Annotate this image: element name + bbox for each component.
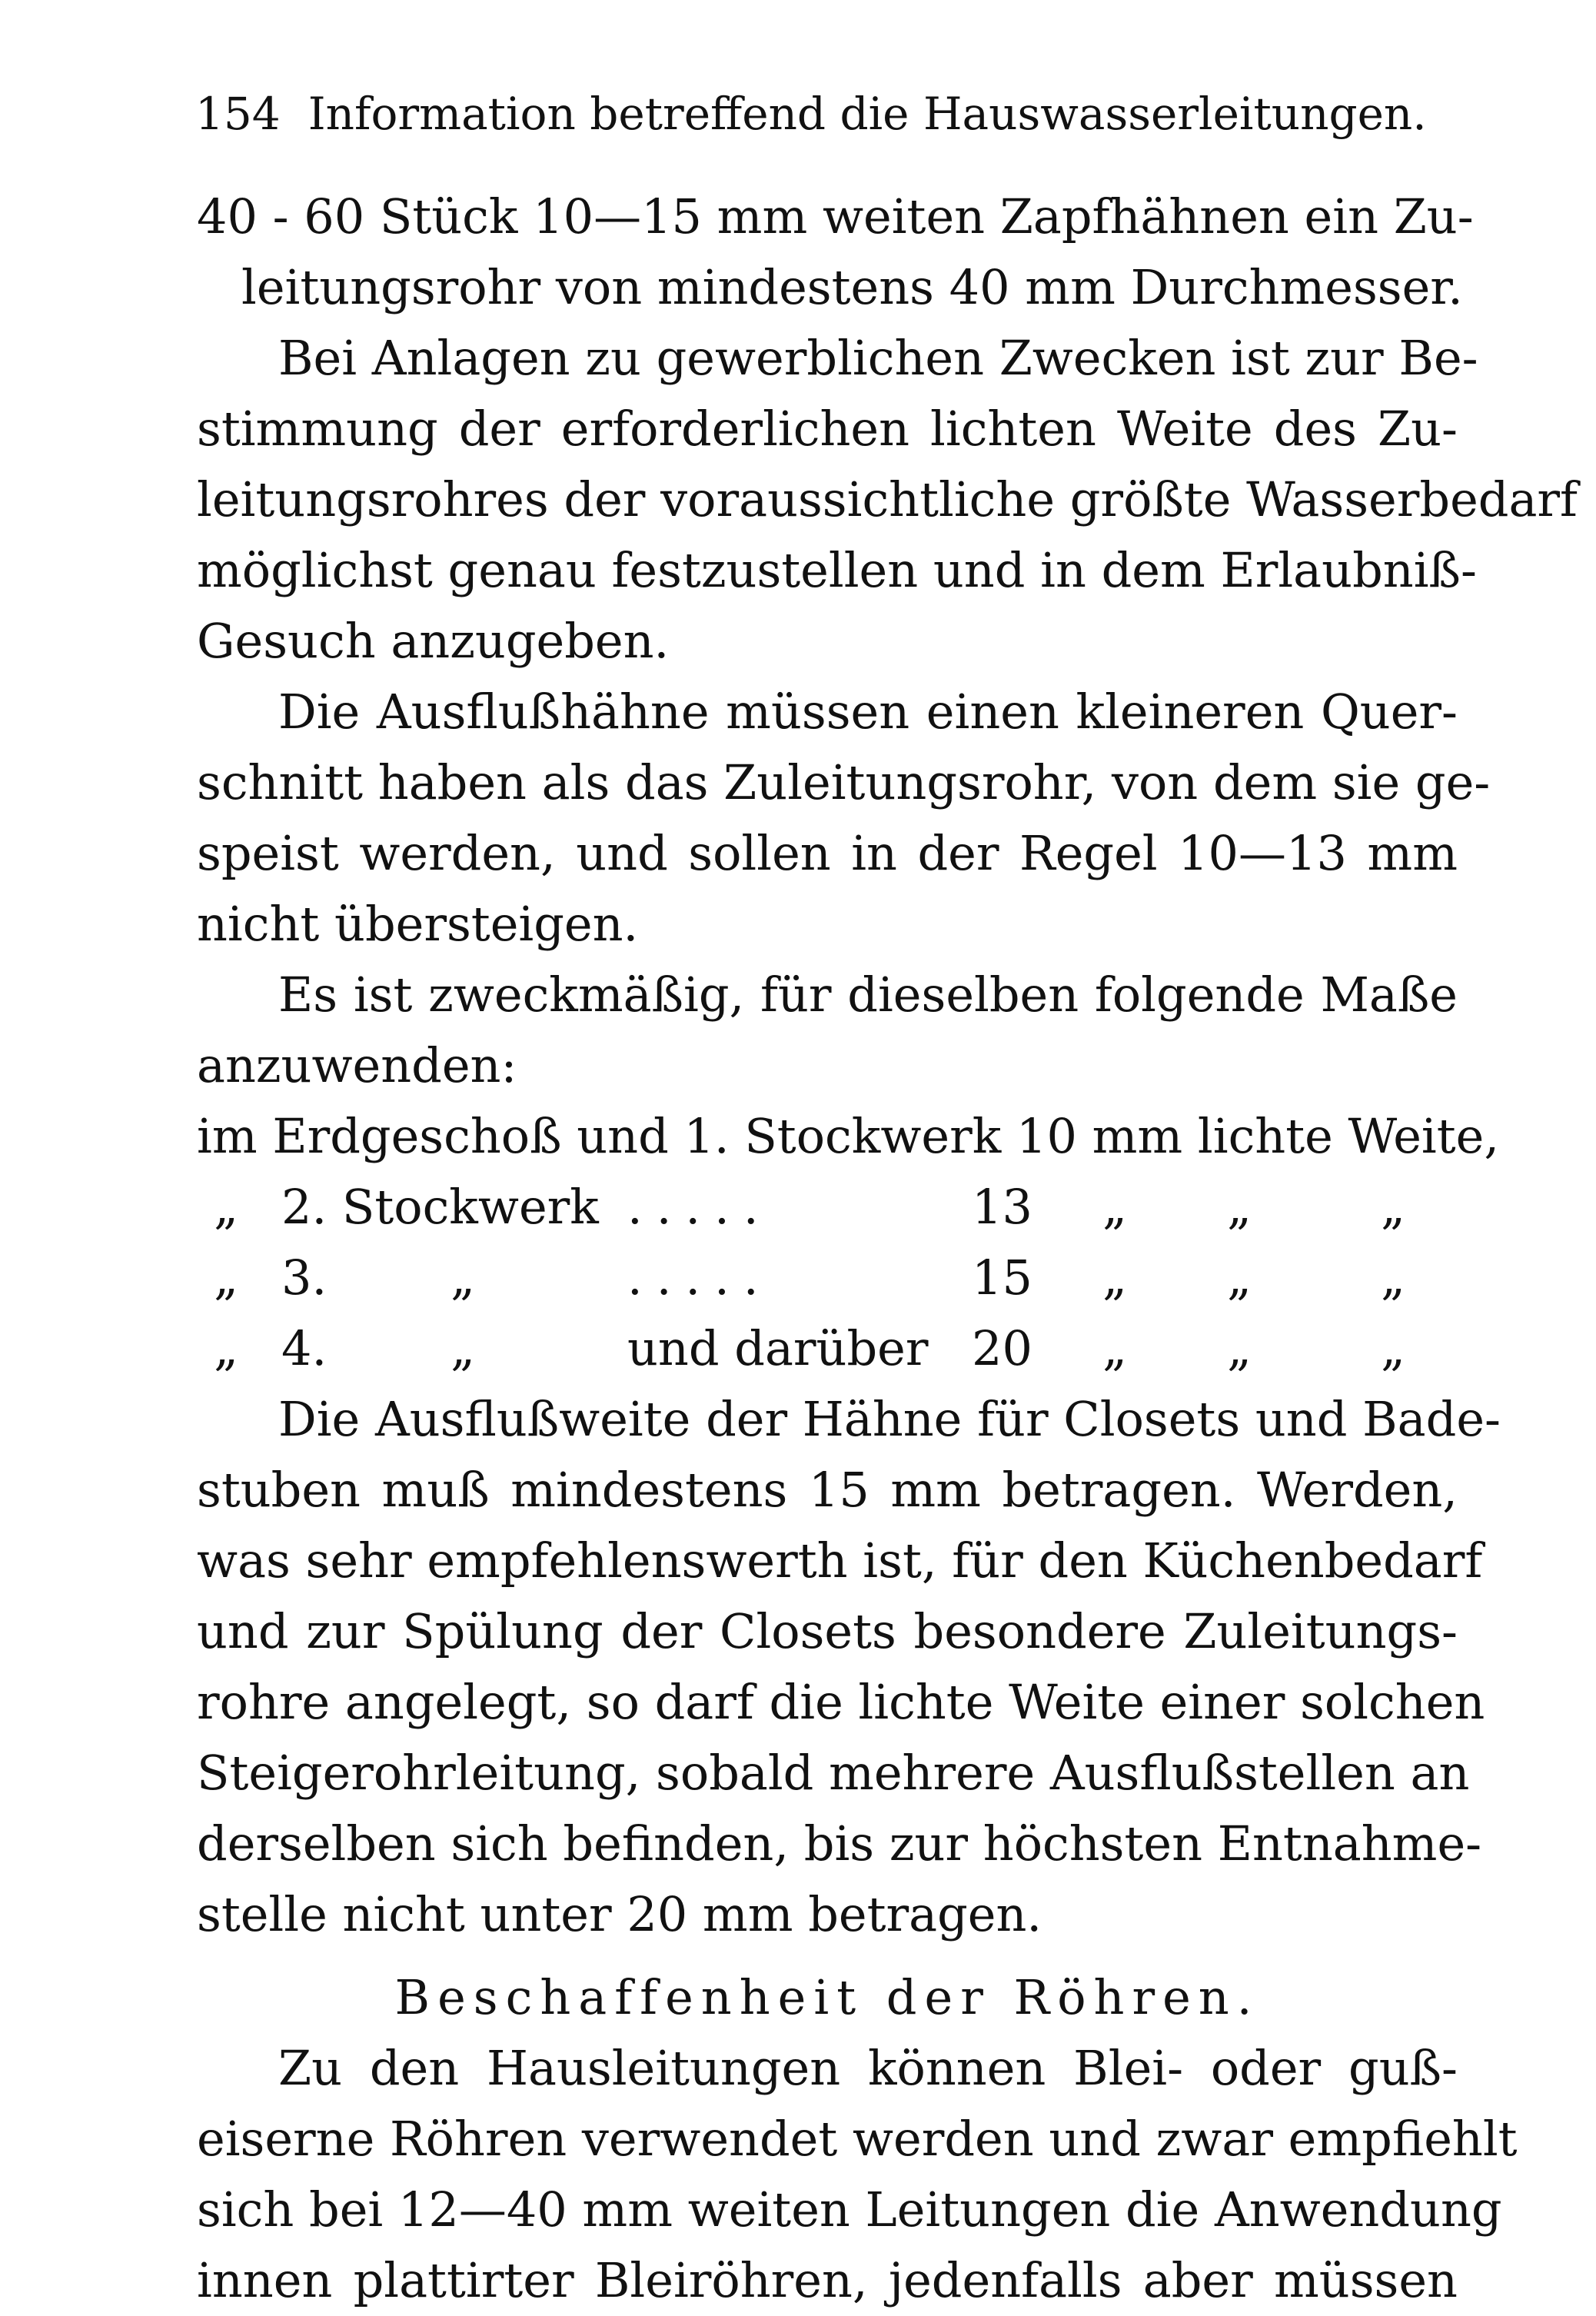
ditto-mark: „	[1227, 1250, 1252, 1306]
text-line: was sehr empfehlenswerth ist, für den Küchenbedarf	[197, 1532, 1483, 1589]
text-line: Steigerohrleitung, sobald mehrere Ausflußstellen an	[197, 1745, 1470, 1801]
text-line: Es ist zweckmäßig, für dieselben folgende Maße	[278, 967, 1458, 1023]
text-line: speist werden, und sollen in der Regel 10—13 mm	[197, 825, 1458, 881]
text-line: Zu den Hausleitungen können Blei- oder guß-	[278, 2040, 1458, 2096]
text-line: und zur Spülung der Closets besondere Zuleitungs-	[197, 1603, 1458, 1659]
text-line: stelle nicht unter 20 mm betragen.	[197, 1886, 1042, 1942]
leader-dots: .....	[627, 1250, 773, 1306]
page-number: 154	[195, 88, 281, 140]
text-line: stuben muß mindestens 15 mm betragen. Werden,	[197, 1462, 1458, 1518]
section-heading: Beschaffenheit der Röhren.	[394, 1969, 1260, 2025]
text-line: stimmung der erforderlichen lichten Weite des Zu-	[197, 401, 1458, 457]
running-header	[195, 83, 1456, 145]
leader-dots: .....	[627, 1179, 773, 1235]
ditto-mark: „	[1381, 1179, 1406, 1235]
text-line: Die Ausflußhähne müssen einen kleineren Quer-	[278, 684, 1458, 740]
ditto-mark: „	[1381, 1250, 1406, 1306]
ditto-mark: „	[1102, 1250, 1128, 1306]
width-value: 15	[972, 1250, 1032, 1306]
width-value: 20	[972, 1320, 1032, 1376]
ditto-mark: „	[214, 1179, 239, 1235]
width-value: 13	[972, 1179, 1032, 1235]
text-line: im Erdgeschoß und 1. Stockwerk 10 mm lichte Weite,	[197, 1108, 1500, 1164]
leader-text: und darüber	[627, 1320, 929, 1376]
text-line: Die Ausflußweite der Hähne für Closets und Bade-	[278, 1391, 1501, 1447]
text-line: eiserne Röhren verwendet werden und zwar empfiehlt	[197, 2111, 1518, 2167]
floor-label: 4.	[281, 1320, 328, 1376]
text-line: leitungsrohr von mindestens 40 mm Durchmesser.	[241, 259, 1463, 315]
ditto-mark: „	[451, 1320, 476, 1376]
text-line: leitungsrohres der voraussichtliche größte Wasserbedarf	[197, 471, 1578, 527]
table-row	[197, 1172, 1458, 1243]
table-row	[197, 1243, 1458, 1313]
ditto-mark: „	[1381, 1320, 1406, 1376]
text-line: nicht übersteigen.	[197, 896, 639, 952]
text-line: sich bei 12—40 mm weiten Leitungen die Anwendung	[197, 2181, 1502, 2238]
table-row	[197, 1313, 1458, 1384]
text-line: Gesuch anzugeben.	[197, 613, 670, 669]
text-line: Bei Anlagen zu gewerblichen Zwecken ist zur Be-	[278, 330, 1478, 386]
floor-label: 2. Stockwerk	[281, 1179, 599, 1235]
ditto-mark: „	[1102, 1320, 1128, 1376]
running-title: Information betreffend die Hauswasserleitungen.	[308, 88, 1427, 140]
ditto-mark: „	[1102, 1179, 1128, 1235]
ditto-mark: „	[1227, 1320, 1252, 1376]
ditto-mark: „	[451, 1250, 476, 1306]
text-line: innen plattirter Bleiröhren, jedenfalls aber müssen	[197, 2252, 1458, 2308]
floor-label: 3.	[281, 1250, 328, 1306]
text-line: derselben sich befinden, bis zur höchsten Entnahme-	[197, 1815, 1482, 1872]
text-line: anzuwenden:	[197, 1037, 517, 1093]
text-line: rohre angelegt, so darf die lichte Weite einer solchen	[197, 1674, 1485, 1730]
ditto-mark: „	[214, 1250, 239, 1306]
text-line: 40 - 60 Stück 10—15 mm weiten Zapfhähnen ein Zu-	[197, 188, 1474, 245]
ditto-mark: „	[1227, 1179, 1252, 1235]
text-line: möglichst genau festzustellen und in dem Erlaubniß-	[197, 542, 1477, 598]
text-line: schnitt haben als das Zuleitungsrohr, von dem sie ge-	[197, 754, 1491, 810]
ditto-mark: „	[214, 1320, 239, 1376]
